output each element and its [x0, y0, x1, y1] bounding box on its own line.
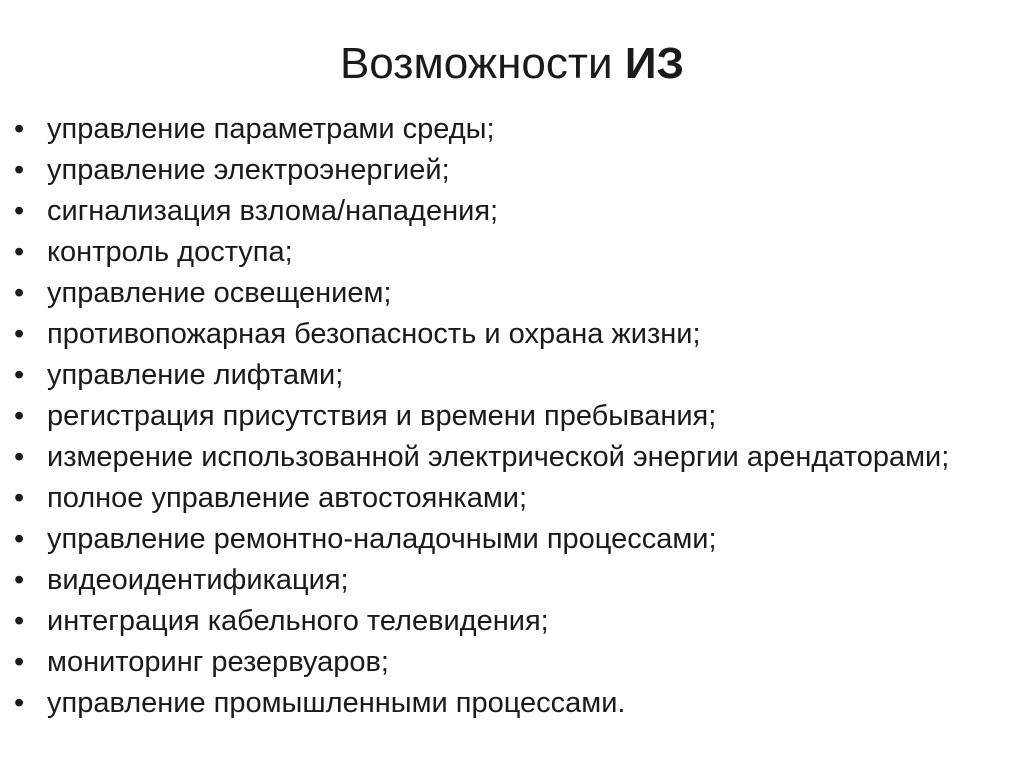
- list-item: [14, 278, 1004, 309]
- bullet-icon: •: [14, 113, 25, 145]
- bullet-icon: •: [14, 564, 25, 596]
- list-item-text: управление электроэнергией;: [47, 154, 450, 186]
- list-item-text: противопожарная безопасность и охрана жизни;: [47, 318, 701, 350]
- bullet-icon: •: [14, 195, 25, 227]
- slide-title: [0, 38, 1024, 90]
- list-item-text: управление ремонтно-наладочными процессами;: [47, 523, 717, 555]
- list-item: [14, 401, 1004, 432]
- list-item: [14, 647, 1004, 678]
- list-item: [14, 196, 1004, 227]
- bullet-icon: •: [14, 441, 25, 473]
- bullet-icon: •: [14, 277, 25, 309]
- slide-title-bold: ИЗ: [624, 39, 685, 88]
- bullet-icon: •: [14, 482, 25, 514]
- list-item: [14, 688, 1004, 719]
- bullet-icon: •: [14, 154, 25, 186]
- list-item: [14, 483, 1004, 514]
- bullet-icon: •: [14, 400, 25, 432]
- slide-title-regular: Возможности: [339, 39, 625, 88]
- list-item-text: контроль доступа;: [47, 236, 293, 268]
- bullet-icon: •: [14, 359, 25, 391]
- list-item-text: управление промышленными процессами.: [47, 687, 626, 719]
- list-item: [14, 114, 1004, 145]
- list-item-text: измерение использованной электрической энергии арендаторами;: [47, 441, 950, 473]
- list-item-text: управление лифтами;: [47, 359, 344, 391]
- list-item: [14, 237, 1004, 268]
- bullet-icon: •: [14, 318, 25, 350]
- list-item-text: регистрация присутствия и времени пребывания;: [47, 400, 717, 432]
- list-item: [14, 442, 1004, 473]
- list-item: [14, 360, 1004, 391]
- list-item-text: видеоидентификация;: [47, 564, 349, 596]
- bullet-icon: •: [14, 523, 25, 555]
- bullet-icon: •: [14, 687, 25, 719]
- list-item-text: интеграция кабельного телевидения;: [47, 605, 549, 637]
- bullet-list: [14, 114, 1004, 729]
- list-item: [14, 319, 1004, 350]
- list-item-text: полное управление автостоянками;: [47, 482, 528, 514]
- bullet-icon: •: [14, 236, 25, 268]
- list-item: [14, 524, 1004, 555]
- list-item-text: управление параметрами среды;: [47, 113, 495, 145]
- list-item: [14, 565, 1004, 596]
- bullet-icon: •: [14, 646, 25, 678]
- list-item: [14, 606, 1004, 637]
- bullet-icon: •: [14, 605, 25, 637]
- list-item-text: сигнализация взлома/нападения;: [47, 195, 499, 227]
- list-item: [14, 155, 1004, 186]
- list-item-text: мониторинг резервуаров;: [47, 646, 389, 678]
- list-item-text: управление освещением;: [47, 277, 392, 309]
